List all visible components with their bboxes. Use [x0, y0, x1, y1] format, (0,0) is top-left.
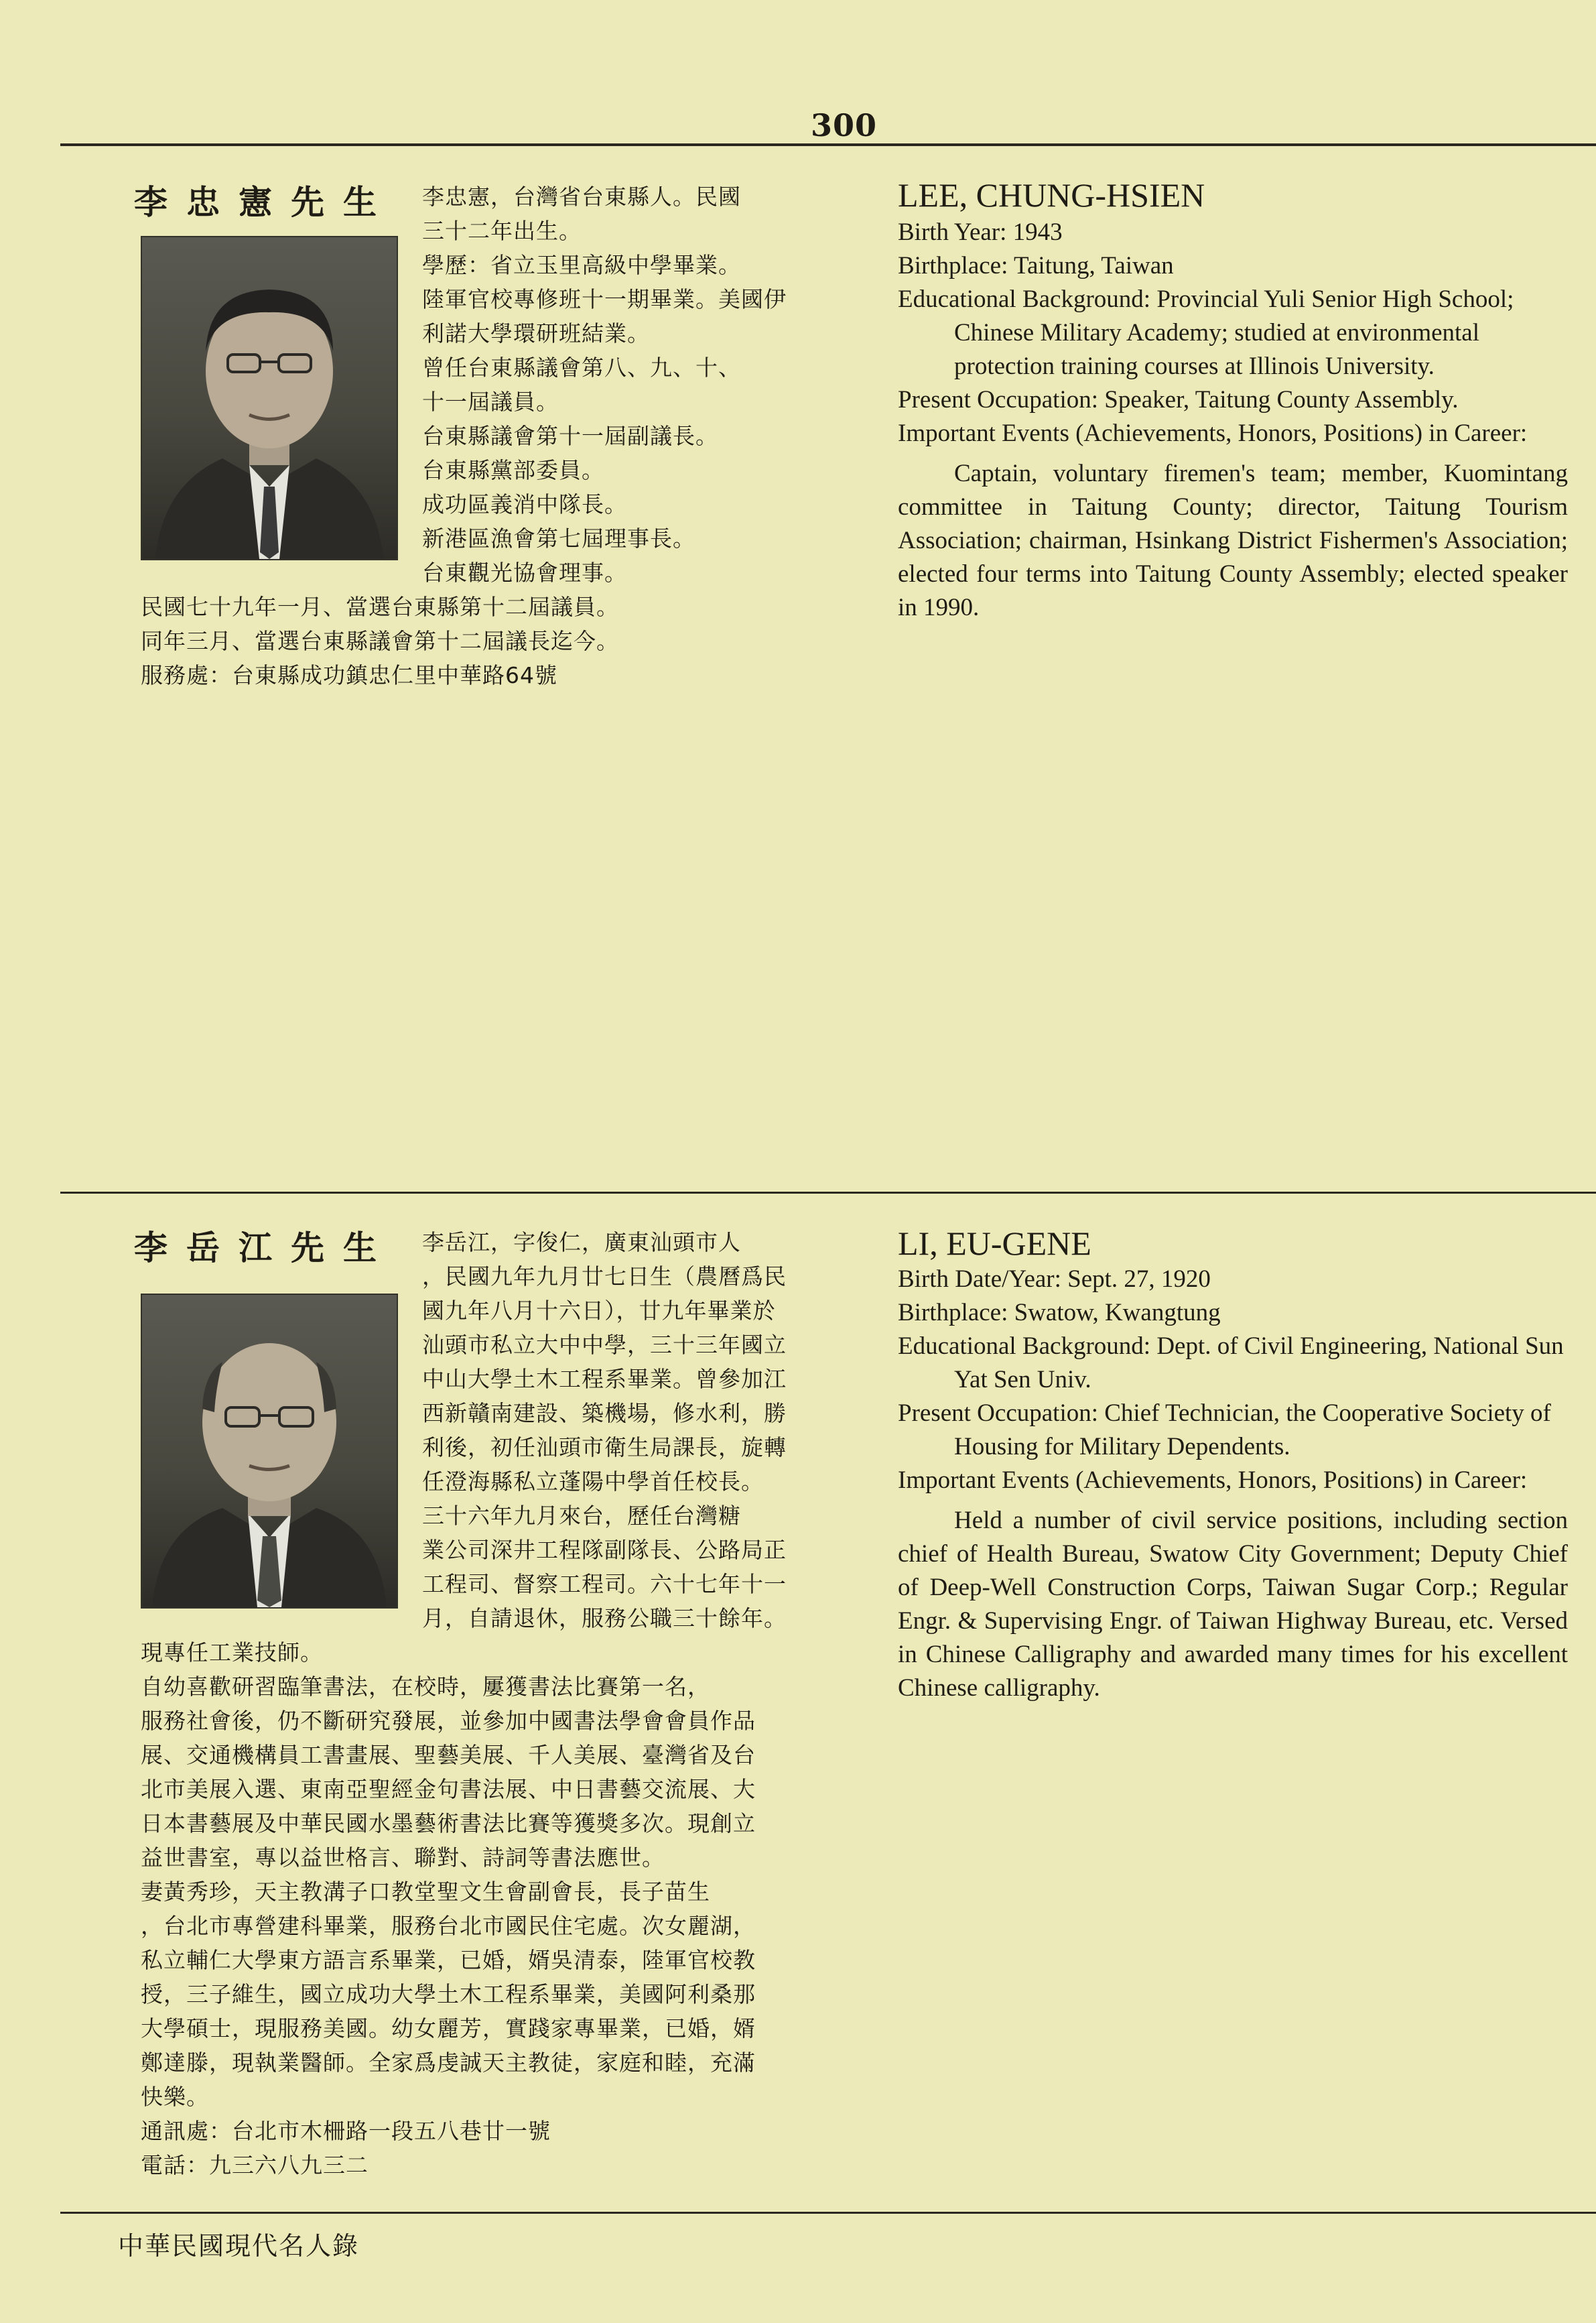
entry-1-birthplace: Birthplace: Taitung, Taiwan [898, 252, 1174, 279]
entry-2-occupation: Present Occupation: Chief Technician, the Cooperative Society of Housing for Military Dependents. [898, 1399, 1551, 1460]
chinese-text-line: 民國七十九年一月、當選台東縣第十二屆議員。 [141, 594, 619, 620]
chinese-text-line: 陸軍官校專修班十一期畢業。美國伊 [422, 286, 787, 312]
entry-1-education: Educational Background: Provincial Yuli Senior High School; Chinese Military Academy; studied at environmental protection training courses at Illinois University. [898, 286, 1514, 380]
footer-book-title: 中華民國現代名人錄 [118, 2231, 360, 2261]
chinese-text-line: 台東觀光協會理事。 [422, 560, 627, 586]
chinese-text-line: 自幼喜歡研習臨筆書法，在校時，屢獲書法比賽第一名， [141, 1674, 710, 1700]
chinese-text-line: 新港區漁會第七屆理事長。 [422, 525, 695, 552]
chinese-text-line: ，民國九年九月廿七日生（農曆爲民 [422, 1263, 787, 1290]
chinese-text-line: 台東縣議會第十一屆副議長。 [422, 423, 718, 449]
entry-1-chinese-biography [141, 180, 824, 692]
header-rule [60, 143, 1596, 146]
chinese-text-line: 中山大學土木工程系畢業。曾參加江 [422, 1366, 787, 1392]
entry-2-events-heading: Important Events (Achievements, Honors, Positions) in Career: [898, 1466, 1528, 1494]
chinese-text-line: 三十六年九月來台，歷任台灣糖 [422, 1503, 741, 1529]
chinese-text-line: 工程司、督察工程司。六十七年十一 [422, 1571, 787, 1597]
chinese-text-line: 利諾大學環研班結業。 [422, 320, 650, 347]
chinese-text-line: 日本書藝展及中華民國水墨藝術書法比賽等獲獎多次。現創立 [141, 1810, 756, 1836]
entry-1-events-heading: Important Events (Achievements, Honors, Positions) in Career: [898, 420, 1528, 447]
chinese-text-line: 汕頭市私立大中中學，三十三年國立 [422, 1332, 787, 1358]
chinese-text-line: 展、交通機構員工書畫展、聖藝美展、千人美展、臺灣省及台 [141, 1742, 756, 1768]
chinese-text-line: 利後，初任汕頭市衛生局課長，旋轉 [422, 1434, 787, 1460]
chinese-text-line: 十一屆議員。 [422, 389, 559, 415]
entry-1-english-name: LEE, CHUNG-HSIEN [898, 176, 1205, 214]
chinese-text-line: 通訊處：台北市木柵路一段五八巷廿一號 [141, 2118, 551, 2144]
chinese-text-line: 曾任台東縣議會第八、九、十、 [422, 355, 741, 381]
chinese-text-line: 國九年八月十六日），廿九年畢業於 [422, 1298, 776, 1324]
entry-2-english-biography [898, 1263, 1568, 1705]
chinese-text-line: 益世書室，專以益世格言、聯對、詩詞等書法應世。 [141, 1844, 665, 1871]
chinese-text-line: 服務處：台東縣成功鎮忠仁里中華路64號 [141, 662, 557, 688]
chinese-text-line: 任澄海縣私立蓬陽中學首任校長。 [422, 1468, 764, 1495]
entry-1-occupation: Present Occupation: Speaker, Taitung County Assembly. [898, 386, 1459, 414]
entry-2-education: Educational Background: Dept. of Civil Engineering, National Sun Yat Sen Univ. [898, 1332, 1564, 1393]
chinese-text-line: 李忠憲，台灣省台東縣人。民國 [422, 184, 741, 210]
entry-2-chinese-biography [141, 1225, 824, 2182]
chinese-text-line: 台東縣黨部委員。 [422, 457, 604, 483]
footer-rule [60, 2212, 1596, 2214]
chinese-text-line: 同年三月、當選台東縣議會第十二屆議長迄今。 [141, 628, 619, 654]
entry-1-events-paragraph: Captain, voluntary firemen's team; member, Kuomintang committee in Taitung County; director, Taitung Tourism Association; chairman, Hsinkang District Fishermen's Association; elected four terms into Taitung County Assembly; elected speaker in 1990. [898, 460, 1568, 621]
entry-2-birth-date: Birth Date/Year: Sept. 27, 1920 [898, 1265, 1211, 1293]
chinese-text-line: 鄭達滕，現執業醫師。全家爲虔誠天主教徒，家庭和睦，充滿 [141, 2050, 756, 2076]
entry-2-birthplace: Birthplace: Swatow, Kwangtung [898, 1299, 1221, 1326]
chinese-text-line: 私立輔仁大學東方語言系畢業，已婚，婿吳清泰，陸軍官校教 [141, 1947, 756, 1973]
chinese-text-line: 快樂。 [141, 2084, 209, 2110]
entry-2-events-paragraph: Held a number of civil service positions, including section chief of Health Bureau, Swatow City Government; Deputy Chief of Deep-Well Construction Corps, Taiwan Sugar Corp.; Regular Engr. & Supervising Engr. of Taiwan Highway Bureau, etc. Versed in Chinese Calligraphy and awarded many times for his excellent Chinese calligraphy. [898, 1507, 1568, 1702]
chinese-text-line: 成功區義消中隊長。 [422, 491, 627, 517]
chinese-text-line: 服務社會後，仍不斷研究發展，並參加中國書法學會會員作品 [141, 1708, 756, 1734]
section-divider [60, 1192, 1596, 1194]
chinese-text-line: 北市美展入選、東南亞聖經金句書法展、中日書藝交流展、大 [141, 1776, 756, 1802]
entry-1-english-biography [898, 216, 1568, 625]
chinese-text-line: 授，三子維生，國立成功大學土木工程系畢業，美國阿利桑那 [141, 1981, 756, 2007]
entry-2-english-name: LI, EU-GENE [898, 1225, 1091, 1262]
entry-1-chinese-name: 李忠憲先生 [134, 183, 395, 222]
entry-2-chinese-name: 李岳江先生 [134, 1229, 395, 1267]
chinese-text-line: 電話：九三六八九三二 [141, 2152, 369, 2178]
chinese-text-line: 李岳江，字俊仁，廣東汕頭市人 [422, 1229, 741, 1255]
entry-1-birth-year: Birth Year: 1943 [898, 218, 1063, 246]
chinese-text-line: 業公司深井工程隊副隊長、公路局正 [422, 1537, 787, 1563]
chinese-text-line: 西新贛南建設、築機場，修水利，勝 [422, 1400, 787, 1426]
chinese-text-line: 妻黃秀珍，天主教溝子口教堂聖文生會副會長，長子苗生 [141, 1879, 710, 1905]
chinese-text-line: ，台北市專營建科畢業，服務台北市國民住宅處。次女麗湖， [141, 1913, 756, 1939]
chinese-text-line: 月，自請退休，服務公職三十餘年。 [422, 1605, 787, 1631]
chinese-text-line: 大學碩士，現服務美國。幼女麗芳，實踐家專畢業，已婚，婿 [141, 2015, 756, 2042]
chinese-text-line: 三十二年出生。 [422, 218, 582, 244]
chinese-text-line: 學歷：省立玉里高級中學畢業。 [422, 252, 741, 278]
chinese-text-line: 現專任工業技師。 [141, 1639, 323, 1666]
page-number: 300 [811, 107, 878, 143]
